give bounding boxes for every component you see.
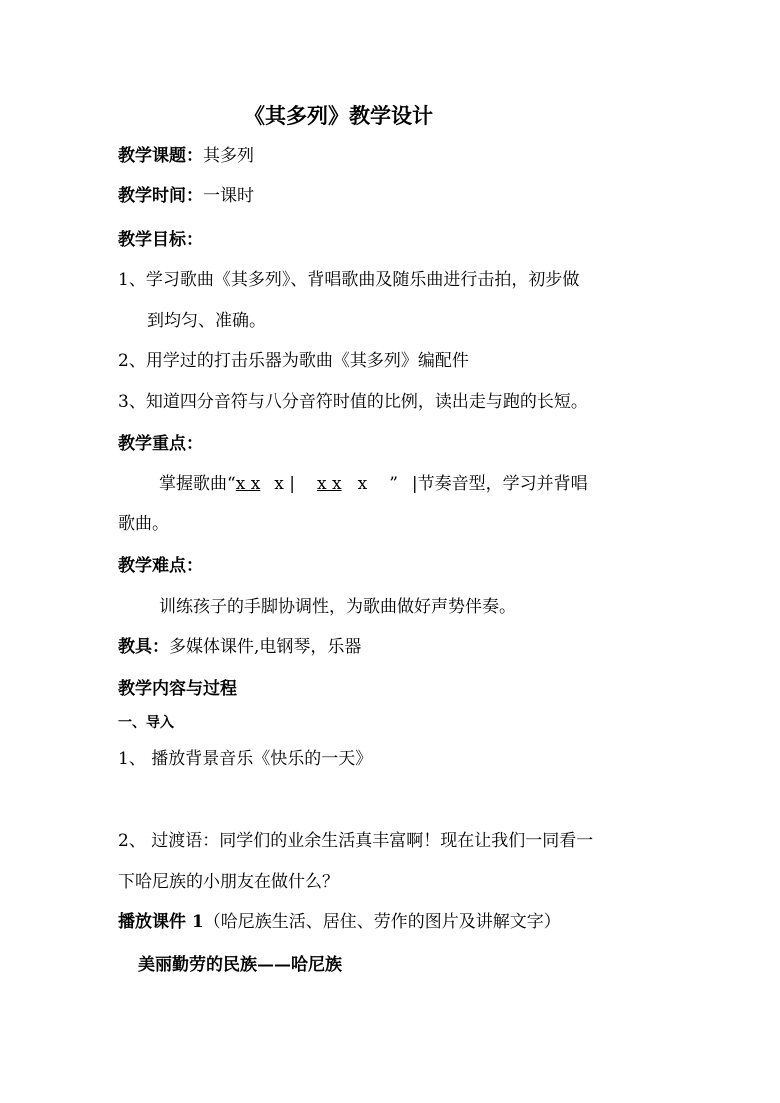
time-value: 一课时 [203,186,254,206]
difficulty-text: 训练孩子的手脚协调性，为歌曲做好声势伴奏。 [159,597,516,617]
tools-label: 教具： [118,637,169,657]
courseware-label: 播放课件 1 [118,912,204,932]
time-label: 教学时间： [118,186,203,206]
goal-item-1-line-1: 1、学习歌曲《其多列》、背唱歌曲及随乐曲进行击拍，初步做 [118,270,580,290]
goal-item-1-line-2: 到均匀、准确。 [147,311,266,331]
topic-label: 教学课题： [118,146,203,166]
goal-item-3: 3、知道四分音符与八分音符时值的比例，读出走与跑的长短。 [118,392,588,412]
key-points-line-1 [159,473,588,495]
tools-value: 多媒体课件,电钢琴，乐器 [169,637,362,657]
key-points-suffix: |节奏音型，学习并背唱 [411,474,588,494]
step-1: 1、 播放背景音乐《快乐的一天》 [118,749,373,769]
section-intro-heading: 一、导入 [118,715,174,731]
document-title: 《其多列》教学设计 [244,103,433,128]
key-points-line-2: 歌曲。 [118,514,169,534]
topic-value: 其多列 [203,146,254,166]
tools-line [118,636,361,658]
rhythm-eighth-pair-2: x x [317,474,342,494]
rhythm-quarter-1: x | [274,474,296,494]
time-line [118,185,254,207]
section-subtitle: 美丽勤劳的民族——哈尼族 [138,955,342,975]
difficulty-label: 教学难点： [118,556,203,576]
rhythm-eighth-pair-1: x x [235,474,261,494]
goals-label: 教学目标： [118,230,203,250]
rhythm-quarter-2: x [357,474,368,494]
step-2-line-1: 2、 过渡语：同学们的业余生活真丰富啊！现在让我们一同看一 [118,831,594,851]
key-points-prefix: 掌握歌曲“ [159,474,236,494]
process-heading: 教学内容与过程 [118,679,237,699]
courseware-line [118,911,561,933]
step-2-line-2: 下哈尼族的小朋友在做什么？ [118,872,339,892]
courseware-note: （哈尼族生活、居住、劳作的图片及讲解文字） [203,912,561,932]
topic-line [118,145,254,167]
goal-item-2: 2、用学过的打击乐器为歌曲《其多列》编配件 [118,351,469,371]
rhythm-close-quote: ” [389,474,398,494]
key-points-label: 教学重点： [118,434,203,454]
